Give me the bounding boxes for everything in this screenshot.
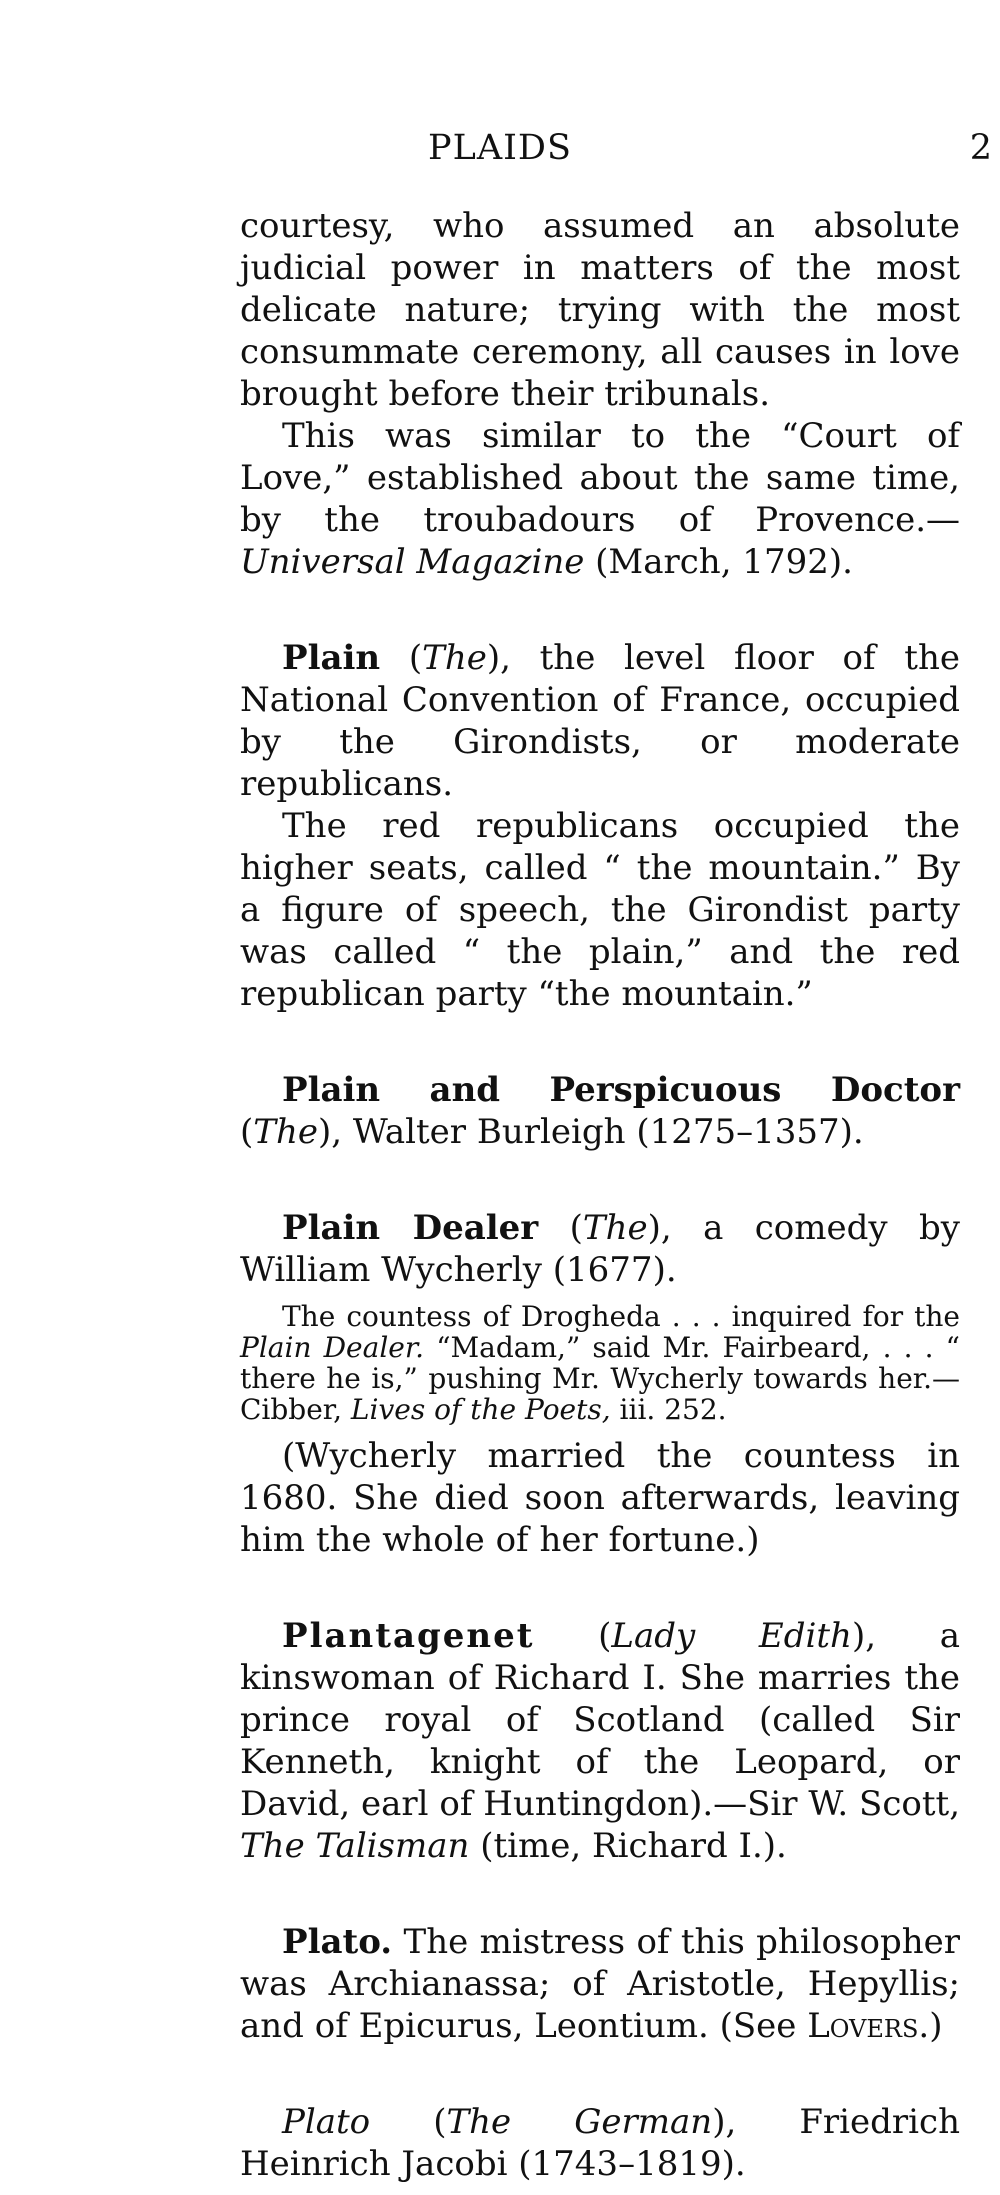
headword-qualifier: The — [253, 1112, 318, 1152]
text-run: (March, 1792). — [584, 542, 853, 582]
definition: , a kinswoman of Richard I. She marries the prince royal of Scotland (called Sir Kenneth, knight of the Leopard, or David, earl of Huntingdon).—Sir W. Scott, — [240, 1616, 960, 1824]
definition: , the level floor of the National Convention of France, occupied by the Girondists, or moderate republicans. — [240, 638, 960, 804]
headword: Plain Dealer — [282, 1208, 539, 1248]
source-title: The Talisman — [240, 1826, 470, 1866]
headword-qualifier: The — [422, 638, 487, 678]
quote-source: Lives of the Poets, — [350, 1393, 611, 1426]
headword-qualifier: The German — [446, 2102, 713, 2142]
definition: The mistress of this philosopher was Archianassa; of Aristotle, Hepyllis; and of Epicurus, Leontium. (See — [240, 1922, 960, 2046]
continued-paragraph: courtesy, who assumed an absolute judicial power in matters of the most delicate nature; trying with the most consummate ceremony, all causes in love brought before their tribunals. — [240, 206, 960, 414]
entry-plain-dealer: Plain Dealer (The), a comedy by William Wycherly (1677). — [240, 1208, 960, 1290]
entry-plain-perspicuous-doctor: Plain and Perspicuous Doctor (The), Walter Burleigh (1275–1357). — [240, 1070, 960, 1152]
text-run: “Madam,” said Mr. Fairbeard, . . . “ there he is,” pushing Mr. Wycherly towards her.—Cibber, — [240, 1331, 960, 1426]
page-number: 2 — [969, 128, 992, 168]
text-run: .) — [918, 2006, 943, 2046]
headword: Plain and Perspicuous Doctor — [282, 1070, 960, 1110]
headword-qualifier: Lady Edith — [611, 1616, 852, 1656]
source-title: Universal Magazine — [240, 542, 585, 582]
entry-note: The red republicans occupied the higher seats, called “ the mountain.” By a figure of speech, the Girondist party was called “ the plain,” and the red republican party “the mountain.” — [240, 806, 960, 1014]
running-header: PLAIDS — [428, 128, 572, 168]
headword: Plantagenet — [282, 1616, 535, 1656]
headword: Plato. — [282, 1922, 393, 1962]
definition: , a comedy by William Wycherly (1677). — [240, 1208, 960, 1290]
text-run: iii. 252. — [610, 1393, 727, 1426]
block-quote — [240, 1301, 960, 1425]
entry-plato-german: Plato (The German), Friedrich Heinrich Jacobi (1743–1819). — [240, 2102, 960, 2184]
headword-qualifier: The — [582, 1208, 648, 1248]
entry-plain: Plain (The), the level floor of the National Convention of France, occupied by the Girondists, or moderate republicans. — [240, 638, 960, 804]
paragraph-court-of-love — [240, 415, 960, 583]
text-run: (time, Richard I.). — [469, 1826, 787, 1866]
cross-reference: Lovers — [807, 2006, 919, 2046]
entry-note: (Wycherly married the countess in 1680. She died soon afterwards, leaving him the whole of her fortune.) — [240, 1436, 960, 1560]
text-run: This was similar to the “Court of Love,” established about the same time, by the troubadours of Provence.— — [240, 416, 960, 540]
definition: Walter Burleigh (1275–1357). — [352, 1112, 864, 1152]
headword: Plain — [282, 638, 381, 678]
entry-plantagenet: Plantagenet (Lady Edith), a kinswoman of Richard I. She marries the prince royal of Scotland (called Sir Kenneth, knight of the Leopard, or David, earl of Huntingdon).—Sir W. Scott, The Talisman (time, Richard I.). — [240, 1616, 960, 1866]
headword: Plato — [282, 2102, 371, 2142]
definition: , Friedrich Heinrich Jacobi (1743–1819). — [240, 2102, 960, 2184]
text-column — [240, 205, 960, 2185]
text-run: The countess of Drogheda . . . inquired for the — [282, 1300, 960, 1333]
entry-plato — [240, 1921, 960, 2047]
quote-title: Plain Dealer. — [240, 1331, 425, 1364]
